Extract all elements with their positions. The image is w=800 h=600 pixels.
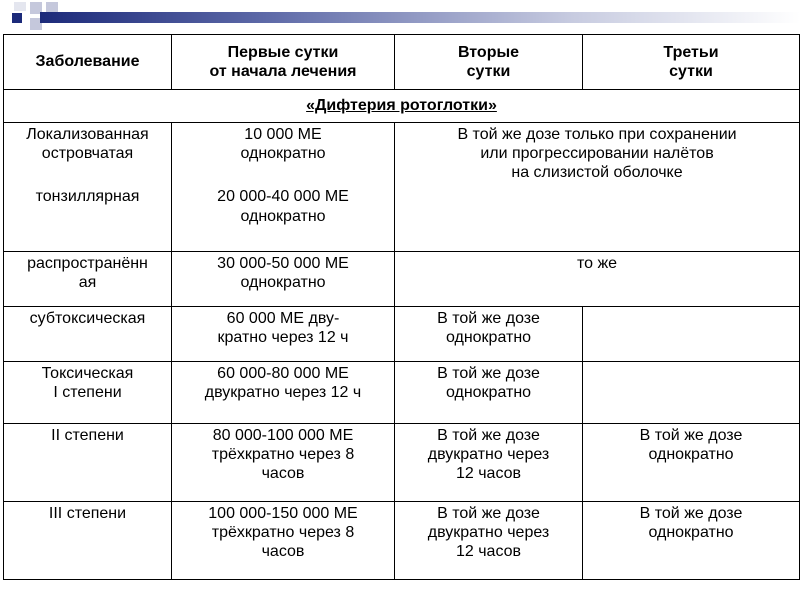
dosage-table: [3, 34, 800, 580]
table-row: [4, 307, 800, 362]
header-day3: [583, 35, 800, 90]
disease-cell: Локализованная островчатая тонзиллярная: [4, 123, 172, 252]
header-day1-text: Первые сутки от начала лечения: [209, 43, 357, 80]
decor-square: [12, 13, 22, 23]
day23-cell: В той же дозе только при сохранении или прогрессировании налётов на слизистой оболочке: [395, 123, 800, 252]
header-day3-text: Третьи сутки: [663, 43, 719, 80]
header-day2-text: Вторые сутки: [457, 43, 520, 80]
table-row: [4, 252, 800, 307]
day2-cell: В той же дозе однократно: [395, 307, 583, 362]
day2-cell: В той же дозе двукратно через 12 часов: [395, 502, 583, 580]
day1-cell: 60 000 МЕ дву- кратно через 12 ч: [172, 307, 395, 362]
decor-square: [14, 2, 26, 11]
day1-cell: 30 000-50 000 МЕ однократно: [172, 252, 395, 307]
disease-cell: распространённ ая: [4, 252, 172, 307]
table-row: [4, 362, 800, 424]
table-row: [4, 502, 800, 580]
table-row: [4, 424, 800, 502]
day3-cell: [583, 307, 800, 362]
day3-cell: [583, 362, 800, 424]
day1-cell: 60 000-80 000 МЕ двукратно через 12 ч: [172, 362, 395, 424]
day2-cell: В той же дозе однократно: [395, 362, 583, 424]
slide-decoration: [0, 0, 800, 36]
day2-cell: В той же дозе двукратно через 12 часов: [395, 424, 583, 502]
table-header-row: [4, 35, 800, 90]
disease-cell: Токсическая I степени: [4, 362, 172, 424]
section-row: [4, 90, 800, 123]
day23-cell: то же: [395, 252, 800, 307]
day1-cell: 100 000-150 000 МЕ трёхкратно через 8 часов: [172, 502, 395, 580]
disease-cell: III степени: [4, 502, 172, 580]
day1-cell: 10 000 МЕ однократно 20 000-40 000 МЕ однократно: [172, 123, 395, 252]
day1-cell: 80 000-100 000 МЕ трёхкратно через 8 часов: [172, 424, 395, 502]
table-row: [4, 123, 800, 252]
section-title: «Дифтерия ротоглотки»: [4, 90, 800, 123]
header-day1: [172, 35, 395, 90]
header-disease: Заболевание: [4, 35, 172, 90]
decor-gradient-bar: [40, 12, 800, 23]
disease-cell: субтоксическая: [4, 307, 172, 362]
disease-cell: II степени: [4, 424, 172, 502]
header-day2: [395, 35, 583, 90]
day3-cell: В той же дозе однократно: [583, 502, 800, 580]
day3-cell: В той же дозе однократно: [583, 424, 800, 502]
